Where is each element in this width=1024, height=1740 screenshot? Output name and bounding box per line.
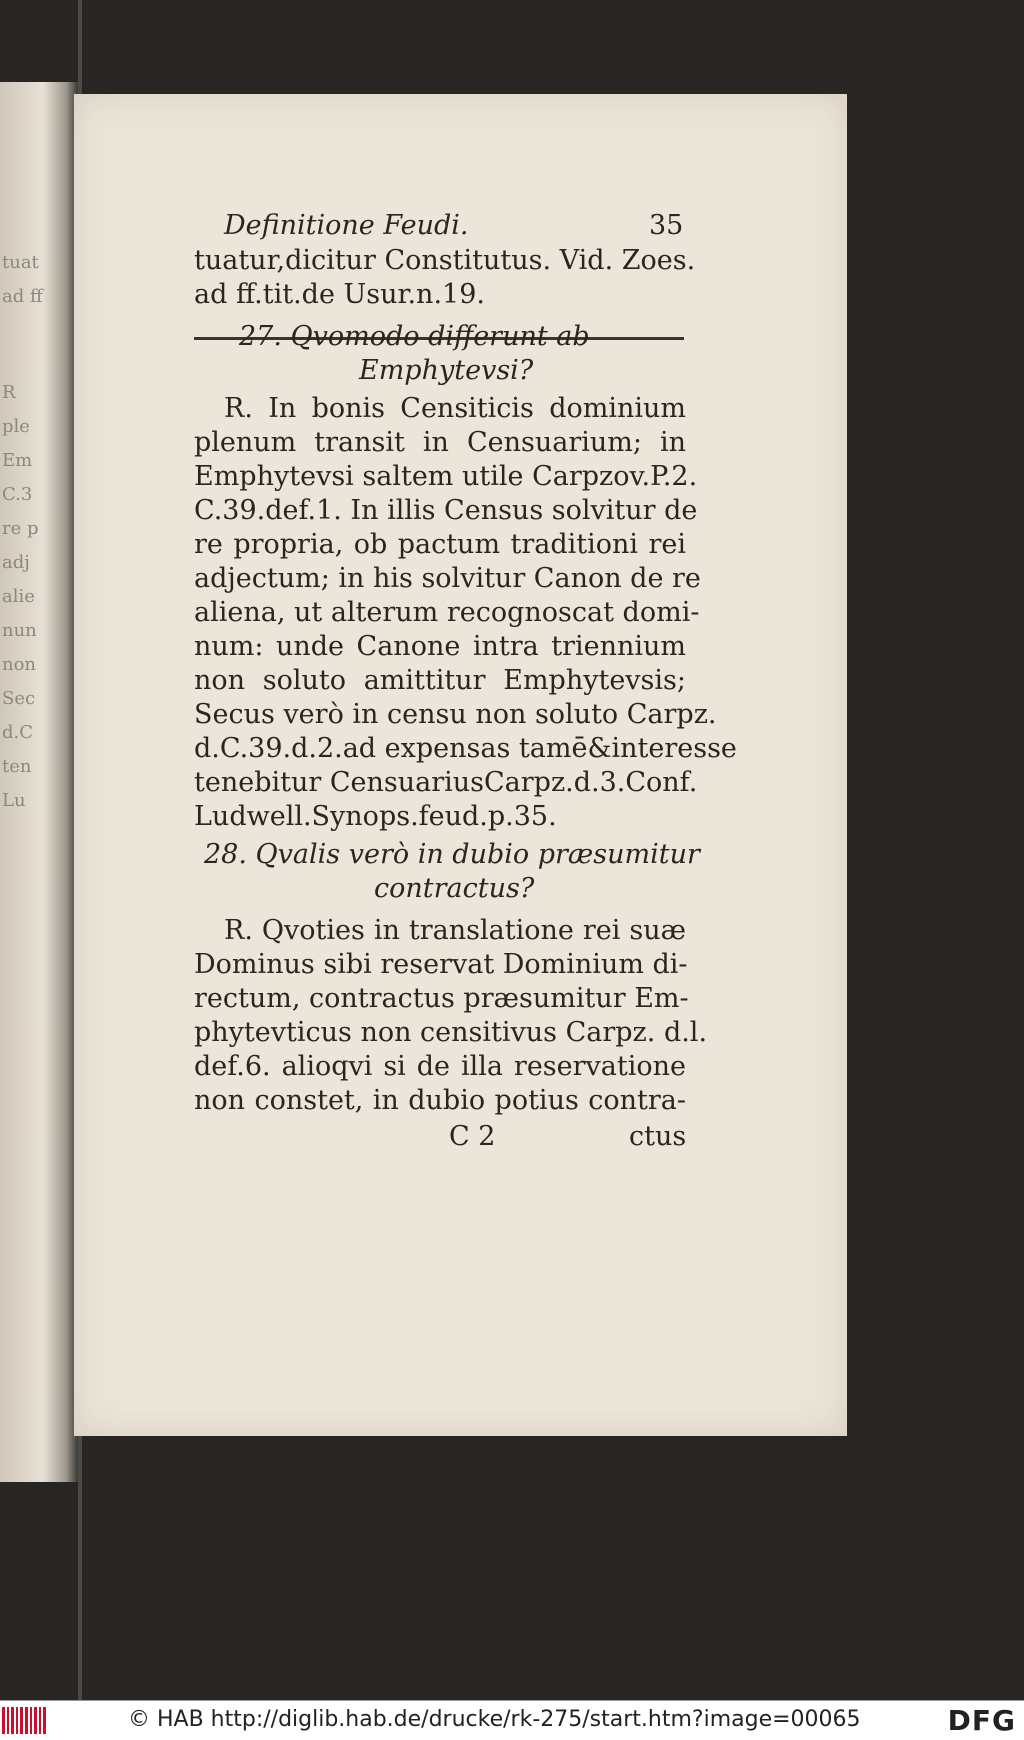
signature-mark: C 2 xyxy=(449,1121,496,1152)
ghost-text: ple xyxy=(2,416,30,437)
ghost-text: C.3 xyxy=(2,484,33,505)
viewer-footer xyxy=(0,1700,1024,1740)
text-line: adjectum; in his solvitur Canon de re xyxy=(194,563,701,594)
text-line: Dominus sibi reservat Dominium di- xyxy=(194,949,688,980)
ghost-text: re p xyxy=(2,518,39,539)
dfg-logo: DFG xyxy=(947,1704,1016,1737)
text-line: def.6. alioqvi si de illa reservatione xyxy=(194,1051,686,1082)
ghost-text: adj xyxy=(2,552,30,573)
text-line: Secus verò in censu non soluto Carpz. xyxy=(194,699,717,730)
text-line: phytevticus non censitivus Carpz. d.l. xyxy=(194,1017,708,1048)
printed-page xyxy=(74,94,847,1436)
adjacent-page-edge xyxy=(0,82,78,1482)
ghost-text: d.C xyxy=(2,722,34,743)
question-heading: 28. Qvalis verò in dubio præsumitur xyxy=(204,839,700,870)
text-line: Emphytevsi saltem utile Carpzov.P.2. xyxy=(194,461,698,492)
text-line: ad ff.tit.de Usur.n.19. xyxy=(194,279,485,310)
ghost-text: Em xyxy=(2,450,33,471)
page-number: 35 xyxy=(649,210,684,241)
text-line: aliena, ut alterum recognoscat domi- xyxy=(194,597,700,628)
text-line: rectum, contractus præsumitur Em- xyxy=(194,983,689,1014)
question-heading: Emphytevsi? xyxy=(359,355,534,386)
text-line: non constet, in dubio potius contra- xyxy=(194,1085,686,1116)
text-line: d.C.39.d.2.ad expensas tamē&interesse xyxy=(194,733,737,764)
question-heading: 27. Qvomodo differunt ab xyxy=(239,321,590,352)
text-line: tenebitur CensuariusCarpz.d.3.Conf. xyxy=(194,767,698,798)
text-line: R. Qvoties in translatione rei suæ xyxy=(224,915,686,946)
ghost-text: non xyxy=(2,654,37,675)
ghost-text: nun xyxy=(2,620,37,641)
ghost-text: tuat xyxy=(2,252,39,273)
ghost-text: alie xyxy=(2,586,35,607)
text-line: num: unde Canone intra triennium xyxy=(194,631,686,662)
ghost-text: R xyxy=(2,382,16,403)
text-line: Ludwell.Synops.feud.p.35. xyxy=(194,801,557,832)
text-line: re propria, ob pactum traditioni rei xyxy=(194,529,686,560)
text-line: plenum transit in Censuarium; in xyxy=(194,427,686,458)
text-line: non soluto amittitur Emphytevsis; xyxy=(194,665,686,696)
ghost-text: Sec xyxy=(2,688,36,709)
question-heading: contractus? xyxy=(374,873,535,904)
hab-logo-icon xyxy=(2,1707,46,1734)
catchword: ctus xyxy=(629,1121,687,1152)
text-line: C.39.def.1. In illis Census solvitur de xyxy=(194,495,698,526)
copyright-url[interactable]: © HAB http://diglib.hab.de/drucke/rk-275/start.htm?image=00065 xyxy=(128,1707,861,1732)
ghost-text: ten xyxy=(2,756,32,777)
ghost-text: Lu xyxy=(2,790,26,811)
ghost-text: ad ff xyxy=(2,286,43,307)
running-head: Definitione Feudi. xyxy=(224,210,469,241)
text-line: R. In bonis Censiticis dominium xyxy=(224,393,686,424)
text-line: tuatur,dicitur Constitutus. Vid. Zoes. xyxy=(194,245,696,276)
